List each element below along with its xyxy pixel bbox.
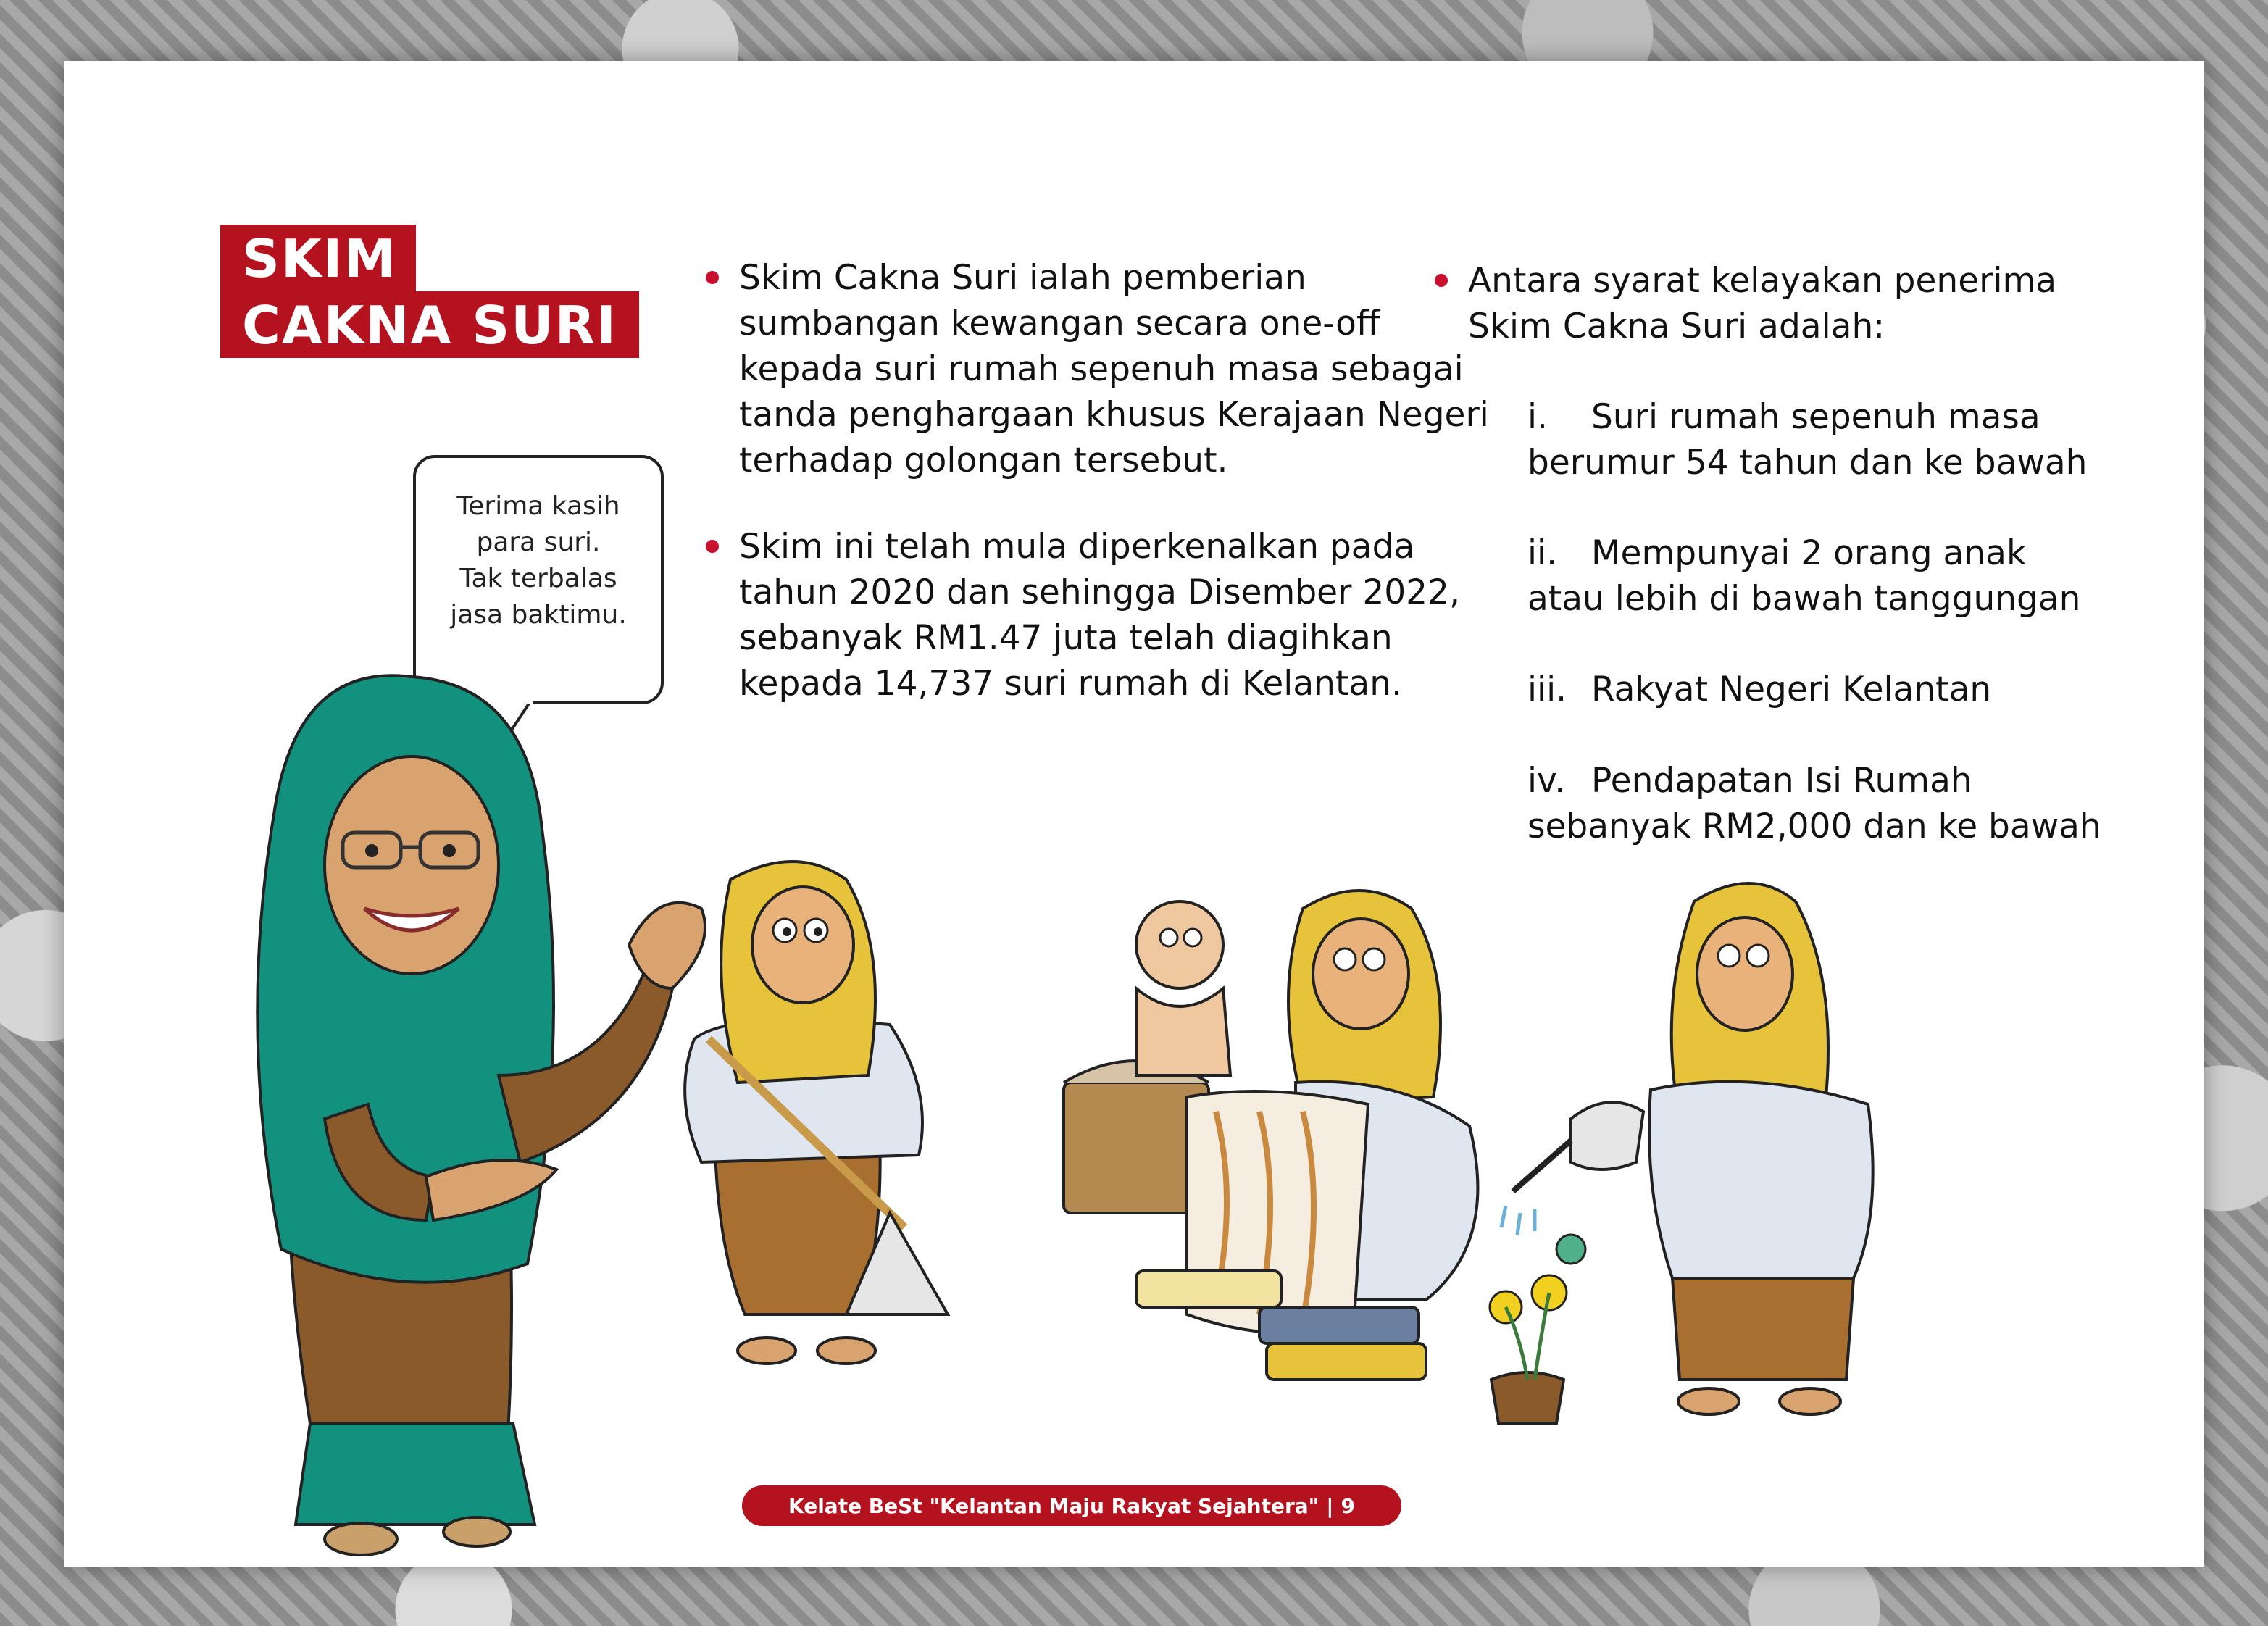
condition-item-2 — [1527, 530, 2180, 622]
condition-item-3 — [1527, 667, 2180, 712]
condition-text: atau lebih di bawah tanggungan — [1527, 579, 2081, 619]
laundry-woman-baby-illustration — [1020, 865, 1527, 1416]
description-column — [701, 255, 1498, 706]
footer-separator: | — [1326, 1493, 1334, 1518]
speech-bubble — [413, 455, 664, 704]
condition-number: ii. — [1527, 533, 1558, 573]
watering-woman-illustration — [1462, 872, 1926, 1467]
condition-text: berumur 54 tahun dan ke bawah — [1527, 443, 2088, 483]
eligibility-column — [1430, 258, 2155, 349]
footer-text: Kelate BeSt "Kelantan Maju Rakyat Sejahtera" — [788, 1493, 1319, 1518]
description-bullet-1: Skim Cakna Suri ialah pemberian sumbangan kewangan secara one-off kepada suri rumah sepenuh masa sebagai tanda penghargaan khusus Kerajaan Negeri terhadap golongan tersebut. — [701, 255, 1498, 483]
condition-item-4 — [1527, 758, 2180, 849]
condition-text: sebanyak RM2,000 dan ke bawah — [1527, 806, 2101, 846]
speech-bubble-text: Terima kasih para suri. Tak terbalas jasa baktimu. — [450, 491, 627, 630]
condition-number: iv. — [1527, 761, 1566, 801]
sweeping-woman-illustration — [629, 851, 1006, 1416]
condition-text: Mempunyai 2 orang anak — [1591, 533, 2027, 573]
page — [64, 61, 2204, 1567]
title-line-1: SKIM — [220, 225, 416, 291]
condition-text: Suri rumah sepenuh masa — [1591, 397, 2040, 437]
eligibility-intro: Antara syarat kelayakan penerima Skim Cakna Suri adalah: — [1430, 258, 2091, 349]
condition-number: iii. — [1527, 670, 1567, 709]
description-bullet-2: Skim ini telah mula diperkenalkan pada tahun 2020 dan sehingga Disember 2022, sebanyak RM1.47 juta telah diagihkan kepada 14,737 suri rumah di Kelantan. — [701, 524, 1498, 706]
title-line-2: CAKNA SURI — [220, 291, 639, 358]
condition-text: Rakyat Negeri Kelantan — [1591, 670, 1992, 709]
condition-item-1 — [1527, 394, 2180, 485]
page-number: 9 — [1341, 1493, 1355, 1518]
condition-number: i. — [1527, 397, 1548, 437]
condition-text: Pendapatan Isi Rumah — [1591, 761, 1972, 801]
title-block — [220, 225, 639, 358]
footer-banner — [742, 1485, 1401, 1526]
